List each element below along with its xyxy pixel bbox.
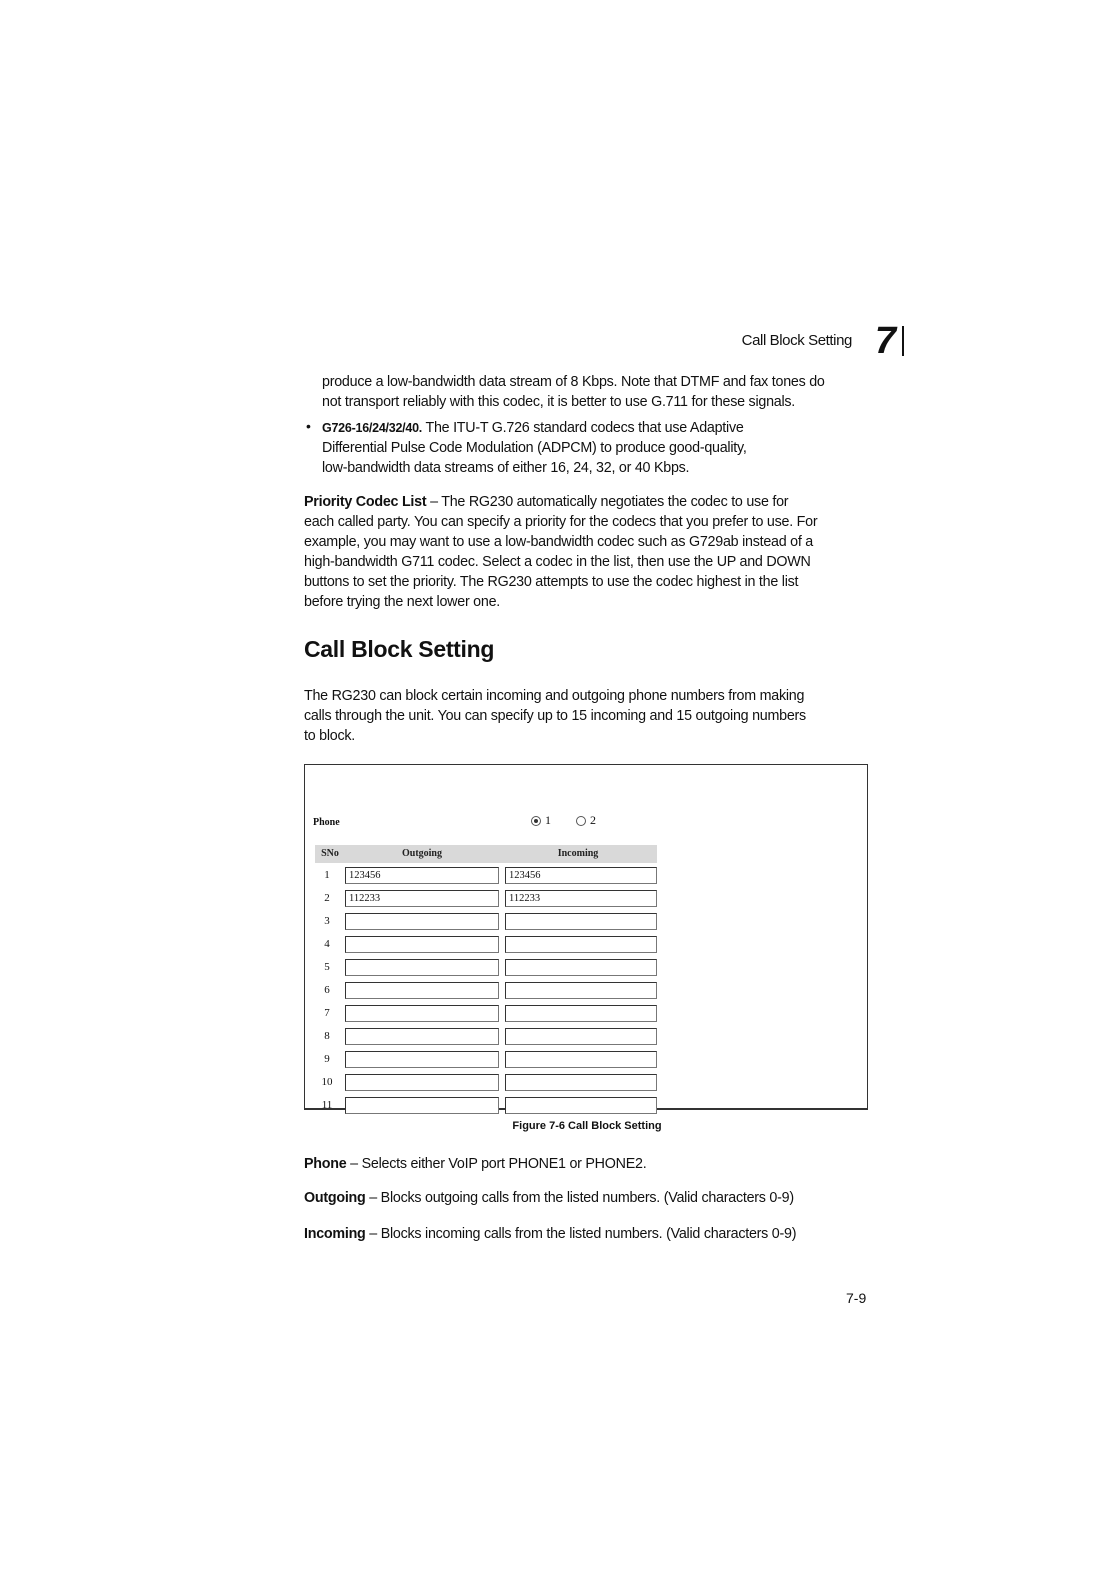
priority-line-1-text: – The RG230 automatically negotiates the codec to use for: [426, 494, 789, 510]
def-incoming-term: Incoming: [304, 1226, 366, 1242]
priority-line-1: [304, 492, 788, 512]
section-title: Call Block Setting: [304, 636, 495, 662]
priority-line-3: example, you may want to use a low-bandwidth codec such as G729ab instead of a: [304, 534, 814, 550]
incoming-number-input[interactable]: [505, 1005, 657, 1022]
bullet-line-2: Differential Pulse Code Modulation (ADPCM) to produce good-quality,: [322, 440, 747, 456]
def-incoming-text: – Blocks incoming calls from the listed numbers. (Valid characters 0-9): [365, 1226, 797, 1242]
radio-checked-icon[interactable]: [531, 816, 541, 826]
page-number: 7-9: [846, 1290, 867, 1306]
def-phone: [304, 1156, 646, 1172]
phone-radio-2-label: 2: [590, 813, 596, 827]
def-phone-term: Phone: [304, 1156, 347, 1172]
figure-caption: Figure 7-6 Call Block Setting: [512, 1120, 662, 1132]
row-number: 1: [324, 869, 330, 881]
outgoing-number-input[interactable]: [345, 1074, 499, 1091]
phone-radio-group: [531, 813, 618, 830]
priority-line-5: buttons to set the priority. The RG230 attempts to use the codec highest in the list: [304, 574, 799, 590]
outgoing-number-input[interactable]: 112233: [345, 890, 499, 907]
header-section-title: Call Block Setting: [741, 332, 852, 349]
call-block-figure: [304, 764, 868, 1110]
incoming-number-input[interactable]: [505, 1028, 657, 1045]
def-phone-text: – Selects either VoIP port PHONE1 or PHONE2.: [346, 1156, 647, 1172]
table-row: [305, 911, 867, 934]
incoming-number-input[interactable]: [505, 913, 657, 930]
section-line-3: to block.: [304, 728, 355, 744]
incoming-number-input[interactable]: 112233: [505, 890, 657, 907]
table-row: [305, 1072, 867, 1095]
chapter-divider: [902, 326, 904, 356]
table-row: [305, 865, 867, 888]
def-incoming: [304, 1226, 796, 1242]
column-header-incoming: Incoming: [499, 845, 657, 863]
def-outgoing-text: – Blocks outgoing calls from the listed numbers. (Valid characters 0-9): [365, 1190, 794, 1206]
section-line-1: The RG230 can block certain incoming and outgoing phone numbers from making: [304, 688, 805, 704]
priority-term: Priority Codec List: [304, 494, 427, 510]
priority-line-4: high-bandwidth G711 codec. Select a codec in the list, then use the UP and DOWN: [304, 554, 811, 570]
intro-line-1: produce a low-bandwidth data stream of 8 Kbps. Note that DTMF and fax tones do: [322, 374, 825, 390]
row-number: 2: [324, 892, 330, 904]
table-row: [305, 980, 867, 1003]
incoming-number-input[interactable]: [505, 1051, 657, 1068]
page-header: [600, 320, 912, 362]
chapter-number: 7: [874, 320, 896, 362]
phone-label: Phone: [313, 817, 340, 828]
radio-unchecked-icon[interactable]: [576, 816, 586, 826]
phone-radio-1-label: 1: [545, 813, 551, 827]
table-row: [305, 1026, 867, 1049]
table-row: [305, 957, 867, 980]
incoming-number-input[interactable]: 123456: [505, 867, 657, 884]
phone-radio-1[interactable]: [531, 813, 551, 828]
row-number: 11: [321, 1099, 333, 1111]
def-outgoing-term: Outgoing: [304, 1190, 366, 1206]
table-row: [305, 1049, 867, 1072]
priority-line-6: before trying the next lower one.: [304, 594, 500, 610]
bullet-marker: •: [306, 418, 311, 434]
section-line-2: calls through the unit. You can specify up to 15 incoming and 15 outgoing numbers: [304, 708, 806, 724]
intro-line-2: not transport reliably with this codec, it is better to use G.711 for these signals.: [322, 394, 796, 410]
bullet-line-1-text: The ITU-T G.726 standard codecs that use Adaptive: [422, 420, 744, 436]
bullet-line-1: [322, 418, 744, 438]
row-number: 10: [321, 1076, 333, 1088]
priority-line-2: each called party. You can specify a priority for the codecs that you prefer to use. For: [304, 514, 818, 530]
row-number: 7: [324, 1007, 330, 1019]
outgoing-number-input[interactable]: [345, 913, 499, 930]
phone-radio-2[interactable]: [576, 813, 596, 828]
outgoing-number-input[interactable]: 123456: [345, 867, 499, 884]
table-row: [305, 1095, 867, 1118]
incoming-number-input[interactable]: [505, 936, 657, 953]
row-number: 8: [324, 1030, 330, 1042]
outgoing-number-input[interactable]: [345, 1028, 499, 1045]
incoming-number-input[interactable]: [505, 982, 657, 999]
outgoing-number-input[interactable]: [345, 936, 499, 953]
table-row: [305, 934, 867, 957]
column-header-outgoing: Outgoing: [345, 845, 499, 863]
outgoing-number-input[interactable]: [345, 1005, 499, 1022]
incoming-number-input[interactable]: [505, 959, 657, 976]
outgoing-number-input[interactable]: [345, 959, 499, 976]
bullet-term: G726-16/24/32/40.: [322, 421, 422, 435]
table-row: [305, 1003, 867, 1026]
outgoing-number-input[interactable]: [345, 982, 499, 999]
row-number: 4: [324, 938, 330, 950]
column-header-sno: SNo: [315, 845, 345, 863]
row-number: 6: [324, 984, 330, 996]
row-number: 9: [324, 1053, 330, 1065]
row-number: 3: [324, 915, 330, 927]
bullet-line-3: low-bandwidth data streams of either 16, 24, 32, or 40 Kbps.: [322, 460, 690, 476]
incoming-number-input[interactable]: [505, 1074, 657, 1091]
table-row: [305, 888, 867, 911]
incoming-number-input[interactable]: [505, 1097, 657, 1114]
outgoing-number-input[interactable]: [345, 1097, 499, 1114]
outgoing-number-input[interactable]: [345, 1051, 499, 1068]
def-outgoing: [304, 1190, 794, 1206]
row-number: 5: [324, 961, 330, 973]
